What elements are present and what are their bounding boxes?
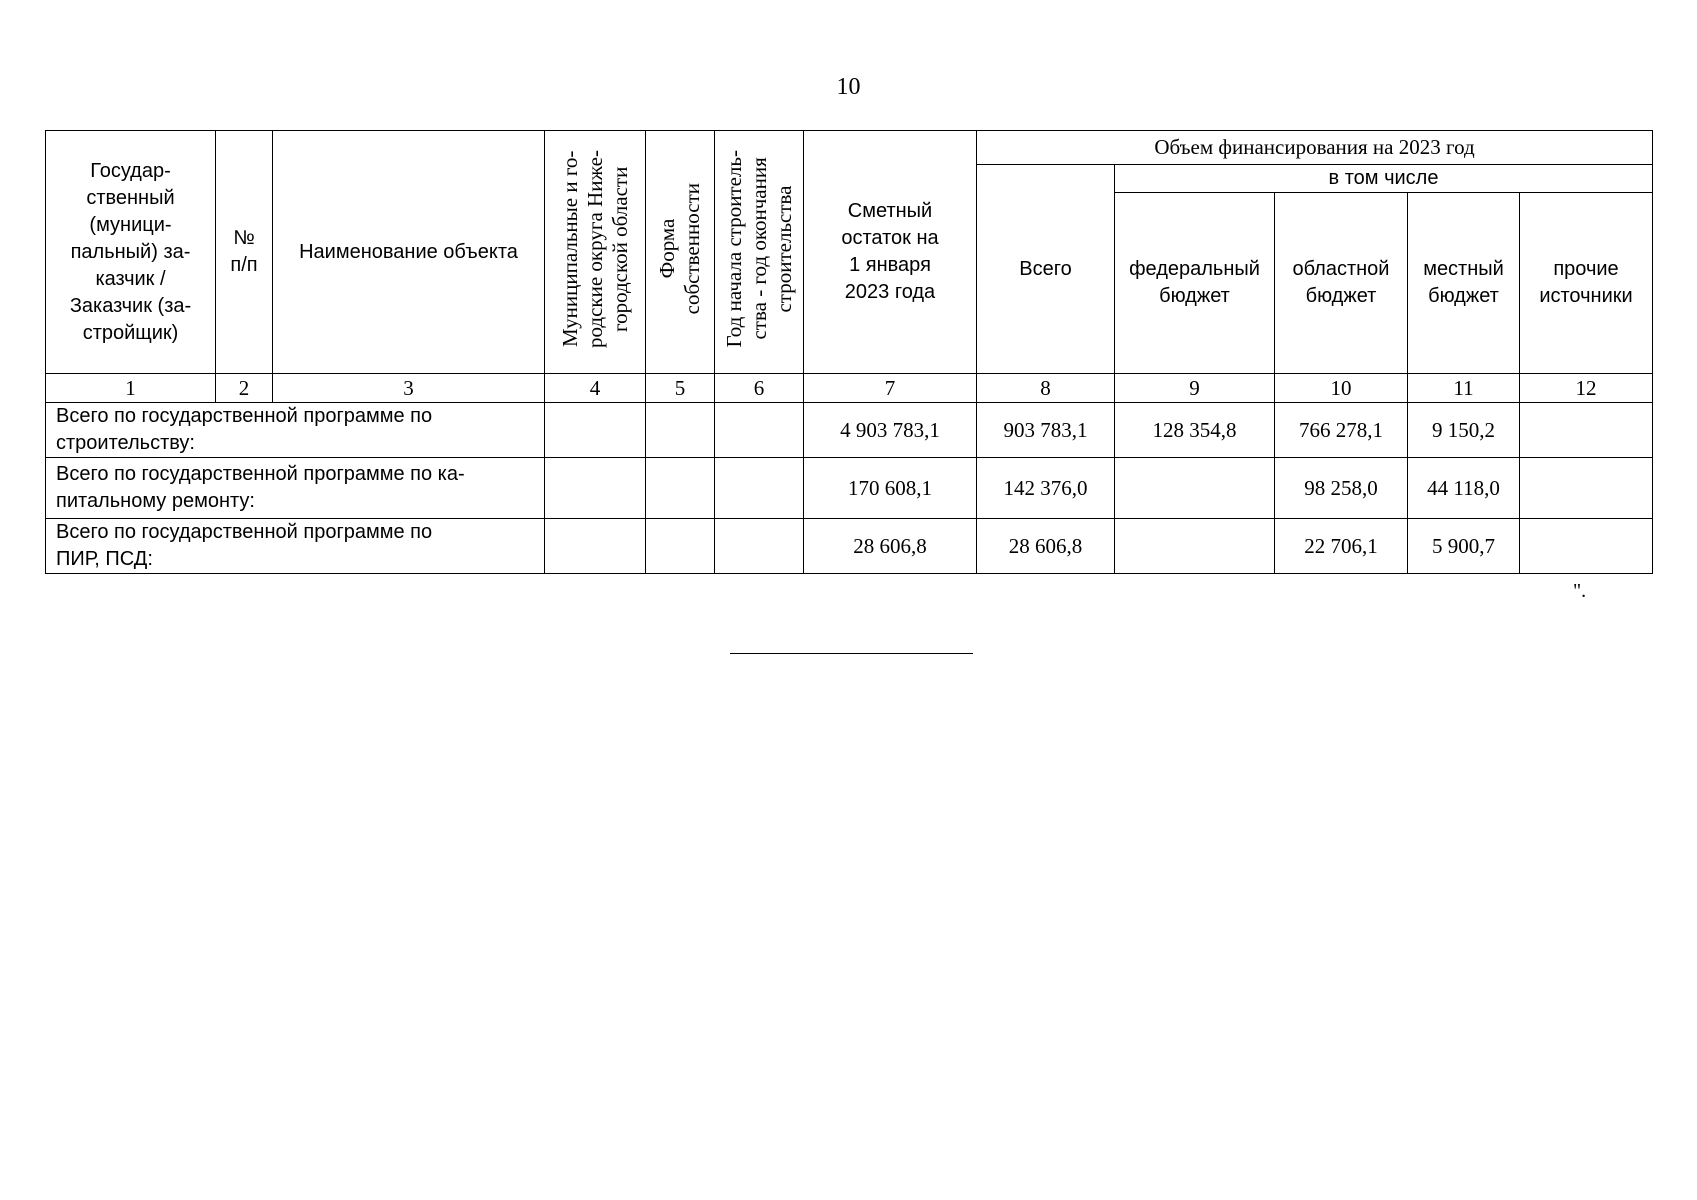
other-cell	[1520, 458, 1653, 519]
header-federal: федеральный бюджет	[1115, 193, 1275, 374]
local-cell: 44 118,0	[1408, 458, 1520, 519]
column-number: 9	[1115, 374, 1275, 403]
estimate-cell: 28 606,8	[804, 519, 977, 574]
column-number: 12	[1520, 374, 1653, 403]
header-funding: Объем финансирования на 2023 год	[977, 131, 1653, 165]
total-cell: 142 376,0	[977, 458, 1115, 519]
table-row	[46, 403, 1653, 458]
header-ownership: Форма собственности	[646, 131, 715, 374]
header-customer: Государ- ственный (муници- пальный) за- казчик / Заказчик (за- стройщик)	[46, 131, 216, 374]
local-cell: 9 150,2	[1408, 403, 1520, 458]
header-total: Всего	[977, 165, 1115, 374]
column-number: 5	[646, 374, 715, 403]
header-municipalities: Муниципальные и го- родские округа Ниже- городской области	[545, 131, 646, 374]
regional-cell: 766 278,1	[1275, 403, 1408, 458]
federal-cell	[1115, 519, 1275, 574]
empty-cell	[715, 458, 804, 519]
end-rule	[730, 653, 973, 654]
header-local: местный бюджет	[1408, 193, 1520, 374]
row-label: Всего по государственной программе по строительству:	[46, 403, 545, 458]
header-number: № п/п	[216, 131, 273, 374]
row-label: Всего по государственной программе по ПИР, ПСД:	[46, 519, 545, 574]
local-cell: 5 900,7	[1408, 519, 1520, 574]
empty-cell	[646, 519, 715, 574]
empty-cell	[715, 403, 804, 458]
total-cell: 903 783,1	[977, 403, 1115, 458]
column-numbers-row	[46, 374, 1653, 403]
column-number: 2	[216, 374, 273, 403]
column-number: 6	[715, 374, 804, 403]
federal-cell	[1115, 458, 1275, 519]
column-number: 3	[273, 374, 545, 403]
financing-table	[45, 130, 1653, 574]
row-label: Всего по государственной программе по ка- питальному ремонту:	[46, 458, 545, 519]
empty-cell	[646, 458, 715, 519]
column-number: 10	[1275, 374, 1408, 403]
empty-cell	[545, 458, 646, 519]
empty-cell	[545, 403, 646, 458]
header-object-name: Наименование объекта	[273, 131, 545, 374]
regional-cell: 22 706,1	[1275, 519, 1408, 574]
regional-cell: 98 258,0	[1275, 458, 1408, 519]
header-other: прочие источники	[1520, 193, 1653, 374]
total-cell: 28 606,8	[977, 519, 1115, 574]
column-number: 11	[1408, 374, 1520, 403]
column-number: 7	[804, 374, 977, 403]
other-cell	[1520, 519, 1653, 574]
header-including: в том числе	[1115, 165, 1653, 193]
header-years: Год начала строитель- ства - год окончания строительства	[715, 131, 804, 374]
column-number: 1	[46, 374, 216, 403]
estimate-cell: 170 608,1	[804, 458, 977, 519]
page-number: 10	[836, 74, 861, 100]
header-estimate: Сметный остаток на 1 января 2023 года	[804, 131, 977, 374]
empty-cell	[646, 403, 715, 458]
other-cell	[1520, 403, 1653, 458]
column-number: 4	[545, 374, 646, 403]
table-row	[46, 519, 1653, 574]
empty-cell	[545, 519, 646, 574]
table-row	[46, 458, 1653, 519]
empty-cell	[715, 519, 804, 574]
closing-quote: ".	[1573, 580, 1587, 602]
estimate-cell: 4 903 783,1	[804, 403, 977, 458]
federal-cell: 128 354,8	[1115, 403, 1275, 458]
header-regional: областной бюджет	[1275, 193, 1408, 374]
column-number: 8	[977, 374, 1115, 403]
